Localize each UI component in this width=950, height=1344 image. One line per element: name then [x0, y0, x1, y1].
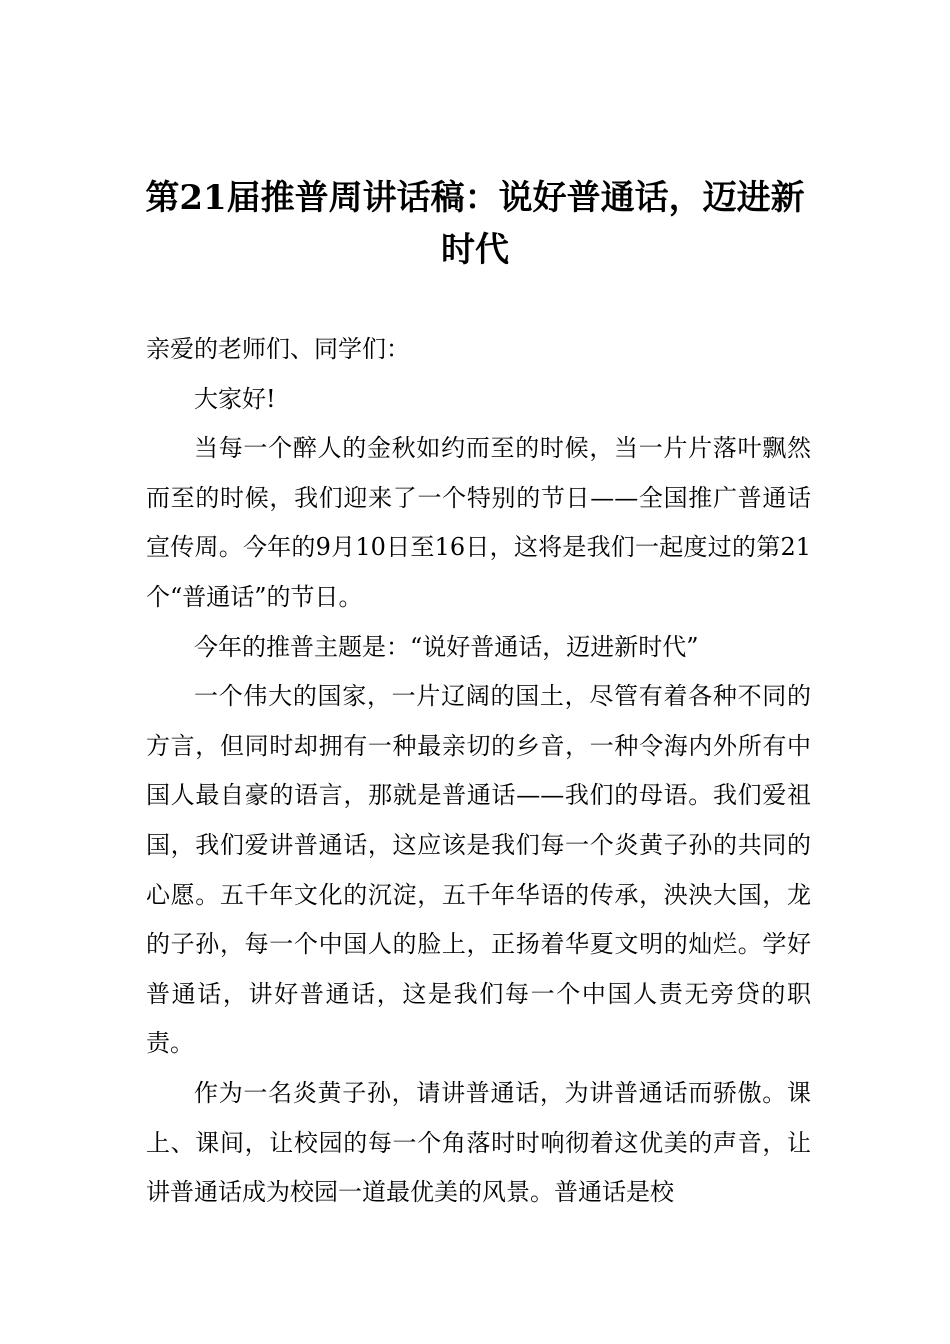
greeting: 大家好! — [194, 384, 276, 413]
paragraph-theme: 今年的推普主题是：“说好普通话，迈进新时代” — [194, 632, 699, 661]
paragraph: 作为一名炎黄子孙，请讲普通话，为讲普通话而骄傲。课上、课间，让校园的每一个角落时时响彻着这优美的声音，让讲普通话成为校园一道最优美的风景。普通话是校 — [146, 1078, 811, 1207]
salutation: 亲爱的老师们、同学们： — [146, 335, 410, 363]
paragraph: 一个伟大的国家，一片辽阔的国土，尽管有着各种不同的方言，但同时却拥有一种最亲切的乡音，一种令海内外所有中国人最自豪的语言，那就是普通话——我们的母语。我们爱祖国，我们爱讲普通话，这应该是我们每一个炎黄子孙的共同的心愿。五千年文化的沉淀，五千年华语的传承，泱泱大国，龙的子孙，每一个中国人的脸上，正扬着华夏文明的灿烂。学好普通话，讲好普通话，这是我们每一个中国人责无旁贷的职责。 — [146, 682, 811, 1058]
document-body — [146, 325, 811, 1218]
document-title: 第21届推普周讲话稿：说好普通话，迈进新时代 — [145, 178, 805, 270]
paragraph: 当每一个醉人的金秋如约而至的时候，当一片片落叶飘然而至的时候，我们迎来了一个特别的节日——全国推广普通话宣传周。今年的9月10日至16日，这将是我们一起度过的第21个“普通话”的节日。 — [146, 434, 811, 611]
